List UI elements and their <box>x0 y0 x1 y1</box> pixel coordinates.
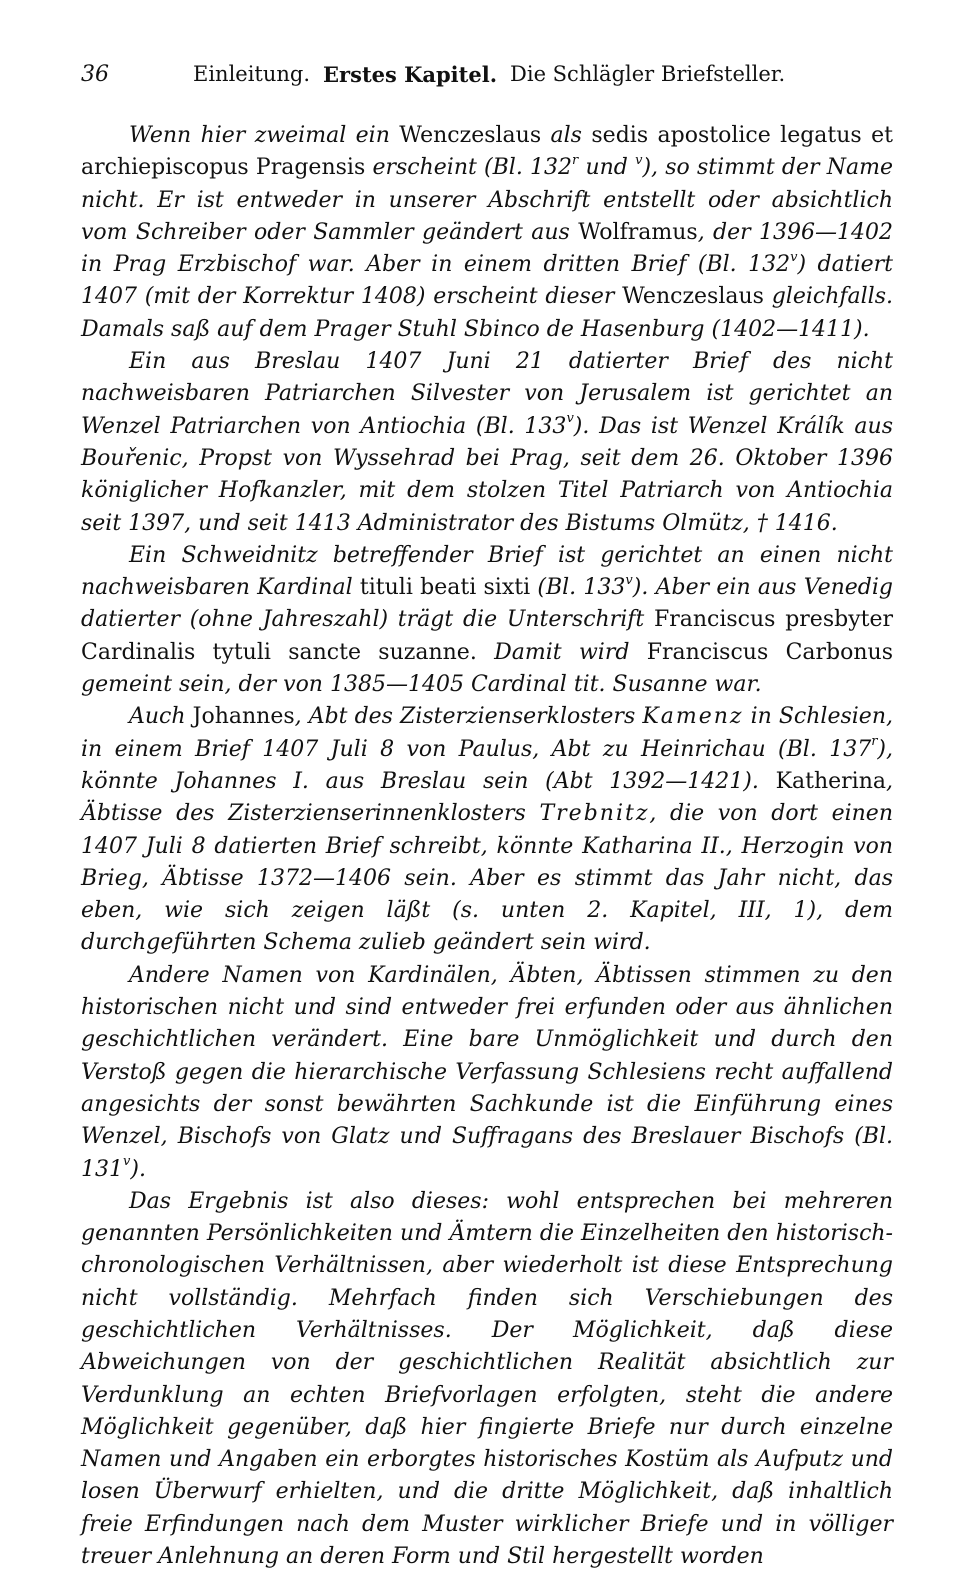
folio-superscript: v <box>566 411 574 427</box>
text-span: gemeint sein, der von 1385—1405 Cardinal tit. Susanne war. <box>81 672 762 698</box>
text-span: Wenczeslaus <box>622 284 764 310</box>
running-title-subject: Die Schlägler Briefsteller. <box>510 62 786 86</box>
text-span: ). Aber ein aus Venedig datierter (ohne Jahreszahl) trägt die Unterschrift <box>81 575 894 633</box>
text-span: ), so stimmt der Name nicht. Er ist entweder in unserer Abschrift entstellt oder absichtlich vom Schreiber oder Sammler geändert aus <box>81 155 893 245</box>
text-span: , Abt des Zisterzienserklosters <box>294 704 643 730</box>
paragraph-3 <box>81 540 893 701</box>
text-span: Katherina <box>775 768 886 794</box>
running-title-chapter: Erstes Kapitel. <box>323 62 498 87</box>
folio-superscript: v <box>123 1154 131 1170</box>
text-span: Franciscus presbyter Cardinalis tytuli sancte suzanne. <box>81 607 893 665</box>
folio-superscript: v <box>635 152 643 168</box>
paragraph-4 <box>81 701 893 959</box>
text-span: , der 1396—1402 in Prag Erzbischof war. Aber in einem dritten Brief (Bl. 132 <box>81 219 893 278</box>
text-span: erscheint (Bl. 132 <box>365 155 573 181</box>
running-title <box>193 62 785 87</box>
folio-superscript: v <box>625 572 633 588</box>
running-title-part: Einleitung. <box>193 62 311 86</box>
body-text <box>81 120 893 1573</box>
text-span: , Äbtisse des Zisterzienserinnenklosters <box>81 768 893 827</box>
text-span: und <box>578 155 636 181</box>
folio-superscript: r <box>572 152 579 168</box>
paragraph-5 <box>81 960 893 1186</box>
text-span: sedis apostolice legatus et archiepiscopus Pragensis <box>81 123 893 181</box>
folio-superscript: v <box>790 249 798 265</box>
running-head <box>81 62 893 102</box>
text-span: Ein Schweidnitz betreffender Brief ist gerichtet an einen nicht nachweisbaren Kardinal <box>81 542 893 601</box>
text-span: Trebnitz <box>539 801 650 827</box>
paragraph-1 <box>81 120 893 346</box>
text-span: in Schlesien, in einem Brief 1407 Juli 8 von Paulus, Abt zu Heinrichau (Bl. 137 <box>81 704 893 762</box>
text-span: Wenn hier zweimal ein <box>129 123 400 148</box>
text-span: Franciscus Carbonus <box>646 639 893 665</box>
text-span: (Bl. 133 <box>530 575 626 601</box>
page <box>81 62 893 1573</box>
paragraph-6 <box>81 1186 893 1573</box>
text-span: ) datiert 1407 (mit der Korrektur 1408) erscheint dieser <box>81 252 894 310</box>
text-span: Damit wird <box>476 639 647 665</box>
text-span: , die von dort einen 1407 Juli 8 datierten Brief schreibt, könnte Katharina II., Herzogin von Brieg, Äbtisse 1372—1406 sein. Aber es stimmt das Jahr nicht, das eben, wie sich zeigen läßt (s. unten 2. Kapitel, III, 1), dem durchgeführten Schema zulieb geändert sein wird. <box>81 801 893 956</box>
text-span: ). Das ist Wenzel Králík aus Bouřenic, Propst von Wyssehrad bei Prag, seit dem 26. Oktober 1396 königlicher Hofkanzler, mit dem stolzen Titel Patriarch von Antiochia seit 1397, und seit 1413 Administrator des Bistums Olmütz, † 1416. <box>81 413 893 536</box>
text-span: gleichfalls. Damals saß auf dem Prager Stuhl Sbinco de Hasenburg (1402—1411). <box>81 284 893 342</box>
text-span: Wenczeslaus <box>399 123 542 148</box>
text-span: Auch <box>129 704 193 730</box>
page-number: 36 <box>81 62 109 87</box>
text-span: tituli beati sixti <box>359 575 531 601</box>
text-span: Das Ergebnis ist also dieses: wohl entsprechen bei mehreren genannten Persönlichkeiten und Ämtern die Einzelheiten den historisch-chronologischen Verhältnissen, aber wiederholt ist diese Entsprechung nicht vollständig. Mehrfach finden sich Verschiebungen des geschichtlichen Verhältnisses. Der Möglichkeit, daß diese Abweichungen von der geschichtlichen Realität absichtlich zur Verdunklung an echten Briefvorlagen erfolgten, steht die andere Möglichkeit gegenüber, daß hier fingierte Briefe nur durch einzelne Namen und Angaben ein erborgtes historisches Kostüm als Aufputz und losen Überwurf erhielten, und die dritte Möglichkeit, daß inhaltlich freie Erfindungen nach dem Muster wirklicher Briefe und in völliger treuer Anlehnung an deren Form und Stil hergestellt worden <box>81 1188 893 1570</box>
text-span: ), könnte Johannes I. aus Breslau sein (Abt 1392—1421). <box>81 736 893 794</box>
text-span: Ein aus Breslau 1407 Juni 21 datierter Brief des nicht nachweisbaren Patriarchen Silvester von Jerusalem ist gerichtet an Wenzel Patriarchen von Antiochia (Bl. 133 <box>81 349 893 439</box>
text-span: Johannes <box>192 704 295 730</box>
folio-superscript: r <box>871 734 878 750</box>
text-span: als <box>541 123 592 148</box>
paragraph-2 <box>81 346 893 540</box>
text-span: Wolframus <box>578 219 698 245</box>
text-span: ). <box>130 1156 146 1182</box>
text-span: Andere Namen von Kardinälen, Äbten, Äbtissen stimmen zu den historischen nicht und sind entweder frei erfunden oder aus ähnlichen geschichtlichen verändert. Eine bare Unmöglichkeit und durch den Verstoß gegen die hierarchische Verfassung Schlesiens recht auffallend angesichts der sonst bewährten Sachkunde ist die Einführung eines Wenzel, Bischofs von Glatz und Suffragans des Breslauer Bischofs (Bl. 131 <box>81 962 893 1182</box>
text-span: Kamenz <box>642 704 744 730</box>
